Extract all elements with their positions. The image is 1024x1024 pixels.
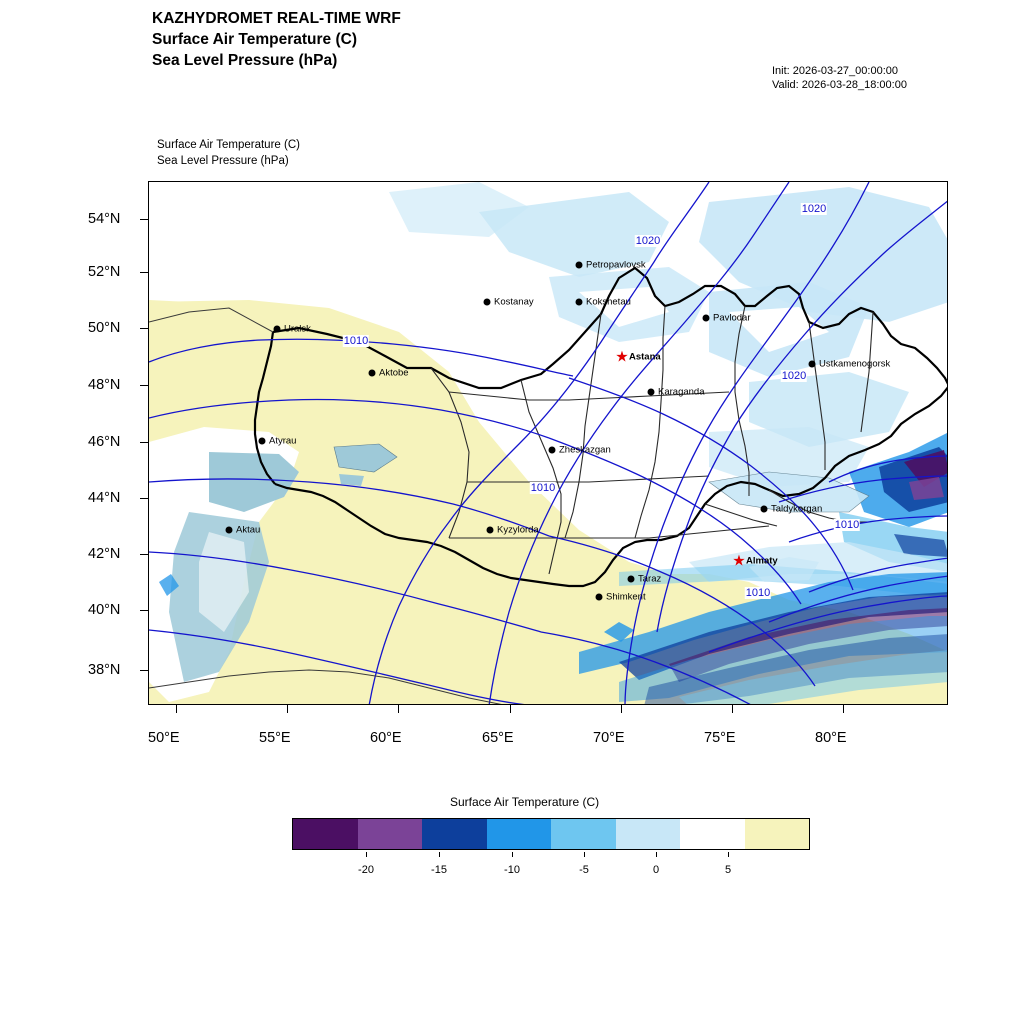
axis-tick-lat xyxy=(140,498,148,499)
city-marker[interactable] xyxy=(259,438,266,445)
colorbar[interactable] xyxy=(292,818,810,850)
city-label: Kokshetau xyxy=(586,296,631,308)
city-marker[interactable] xyxy=(549,447,556,454)
axis-label-lat: 44°N xyxy=(88,490,121,506)
valid-time: Valid: 2026-03-28_18:00:00 xyxy=(772,79,907,91)
axis-tick-lat xyxy=(140,554,148,555)
panel-label-line-2: Sea Level Pressure (hPa) xyxy=(157,155,289,167)
isobar-label: 1010 xyxy=(343,335,369,347)
city-label: Pavlodar xyxy=(713,312,751,324)
city-marker[interactable] xyxy=(369,370,376,377)
colorbar-swatch-7 xyxy=(745,819,810,849)
city-label: Uralsk xyxy=(284,323,311,335)
capital-marker-astana[interactable]: ★ xyxy=(615,348,629,366)
axis-label-lat: 40°N xyxy=(88,602,121,618)
colorbar-tick-label: -10 xyxy=(504,864,520,876)
axis-tick-lon xyxy=(398,705,399,713)
colorbar-swatch-6 xyxy=(680,819,745,849)
capital-label: Astana xyxy=(629,351,661,363)
city-label: Taraz xyxy=(638,573,662,585)
axis-label-lat: 52°N xyxy=(88,264,121,280)
axis-label-lat: 42°N xyxy=(88,546,121,562)
axis-label-lat: 46°N xyxy=(88,434,121,450)
capital-label: Almaty xyxy=(746,555,778,567)
axis-label-lon: 65°E xyxy=(482,730,514,746)
isobar-label: 1010 xyxy=(745,587,771,599)
isobar-label: 1010 xyxy=(530,482,556,494)
axis-tick-lon xyxy=(621,705,622,713)
colorbar-tick-label: -15 xyxy=(431,864,447,876)
axis-tick-lat xyxy=(140,272,148,273)
city-marker[interactable] xyxy=(648,389,655,396)
axis-tick-lat xyxy=(140,610,148,611)
isobar-label: 1020 xyxy=(781,370,807,382)
axis-tick-lat xyxy=(140,442,148,443)
city-label: Kyzylorda xyxy=(497,524,539,536)
isobar-label: 1020 xyxy=(801,203,827,215)
city-marker[interactable] xyxy=(596,594,603,601)
axis-label-lat: 54°N xyxy=(88,211,121,227)
city-label: Atyrau xyxy=(269,435,297,447)
panel-label xyxy=(157,137,300,169)
colorbar-swatch-0 xyxy=(293,819,358,849)
city-label: Aktobe xyxy=(379,367,409,379)
title-line-3: Sea Level Pressure (hPa) xyxy=(152,52,338,69)
city-label: Shimkent xyxy=(606,591,646,603)
colorbar-swatch-2 xyxy=(422,819,487,849)
axis-tick-lat xyxy=(140,219,148,220)
colorbar-tick-mark xyxy=(656,852,657,857)
city-label: Ustkamenogorsk xyxy=(819,358,891,370)
colorbar-swatch-1 xyxy=(358,819,423,849)
city-marker[interactable] xyxy=(628,576,635,583)
colorbar-tick-label: 5 xyxy=(724,864,732,876)
city-label: Aktau xyxy=(236,524,261,536)
axis-tick-lon xyxy=(287,705,288,713)
city-label: Kostanay xyxy=(494,296,534,308)
axis-tick-lat xyxy=(140,670,148,671)
city-marker[interactable] xyxy=(487,527,494,534)
title-line-1: KAZHYDROMET REAL-TIME WRF xyxy=(152,10,401,27)
map-canvas xyxy=(149,182,947,704)
city-marker[interactable] xyxy=(809,361,816,368)
init-time: Init: 2026-03-27_00:00:00 xyxy=(772,65,898,77)
colorbar-tick-mark xyxy=(728,852,729,857)
city-marker[interactable] xyxy=(484,299,491,306)
colorbar-tick-label: 0 xyxy=(652,864,660,876)
axis-label-lat: 50°N xyxy=(88,320,121,336)
city-marker[interactable] xyxy=(761,506,768,513)
colorbar-tick-mark xyxy=(366,852,367,857)
axis-label-lat: 38°N xyxy=(88,662,121,678)
title-line-2: Surface Air Temperature (C) xyxy=(152,31,357,48)
axis-tick-lon xyxy=(510,705,511,713)
axis-label-lon: 70°E xyxy=(593,730,625,746)
city-label: Karaganda xyxy=(658,386,705,398)
city-marker[interactable] xyxy=(576,299,583,306)
axis-tick-lon xyxy=(843,705,844,713)
colorbar-swatch-4 xyxy=(551,819,616,849)
colorbar-tick-mark xyxy=(584,852,585,857)
city-label: Taldykorgan xyxy=(771,503,823,515)
page-title xyxy=(152,8,401,71)
axis-label-lon: 60°E xyxy=(370,730,402,746)
colorbar-ticks xyxy=(292,852,808,876)
axis-label-lon: 50°E xyxy=(148,730,180,746)
colorbar-tick-label: -20 xyxy=(358,864,374,876)
city-label: Zheskazgan xyxy=(559,444,611,456)
capital-marker-almaty[interactable]: ★ xyxy=(732,552,746,570)
axis-tick-lon xyxy=(732,705,733,713)
colorbar-title: Surface Air Temperature (C) xyxy=(450,795,600,809)
city-label: Petropavlovsk xyxy=(586,259,646,271)
run-time-block xyxy=(772,64,907,92)
axis-label-lon: 55°E xyxy=(259,730,291,746)
panel-label-line-1: Surface Air Temperature (C) xyxy=(157,139,300,151)
axis-label-lon: 80°E xyxy=(815,730,847,746)
city-marker[interactable] xyxy=(226,527,233,534)
colorbar-swatch-3 xyxy=(487,819,552,849)
colorbar-tick-label: -5 xyxy=(579,864,589,876)
weather-map[interactable] xyxy=(148,181,948,705)
isobar-label: 1010 xyxy=(834,519,860,531)
colorbar-swatch-5 xyxy=(616,819,681,849)
axis-label-lat: 48°N xyxy=(88,377,121,393)
axis-tick-lat xyxy=(140,328,148,329)
colorbar-tick-mark xyxy=(512,852,513,857)
isobar-label: 1020 xyxy=(635,235,661,247)
axis-label-lon: 75°E xyxy=(704,730,736,746)
axis-tick-lat xyxy=(140,385,148,386)
city-marker[interactable] xyxy=(274,326,281,333)
colorbar-tick-mark xyxy=(439,852,440,857)
axis-tick-lon xyxy=(176,705,177,713)
city-marker[interactable] xyxy=(703,315,710,322)
city-marker[interactable] xyxy=(576,262,583,269)
